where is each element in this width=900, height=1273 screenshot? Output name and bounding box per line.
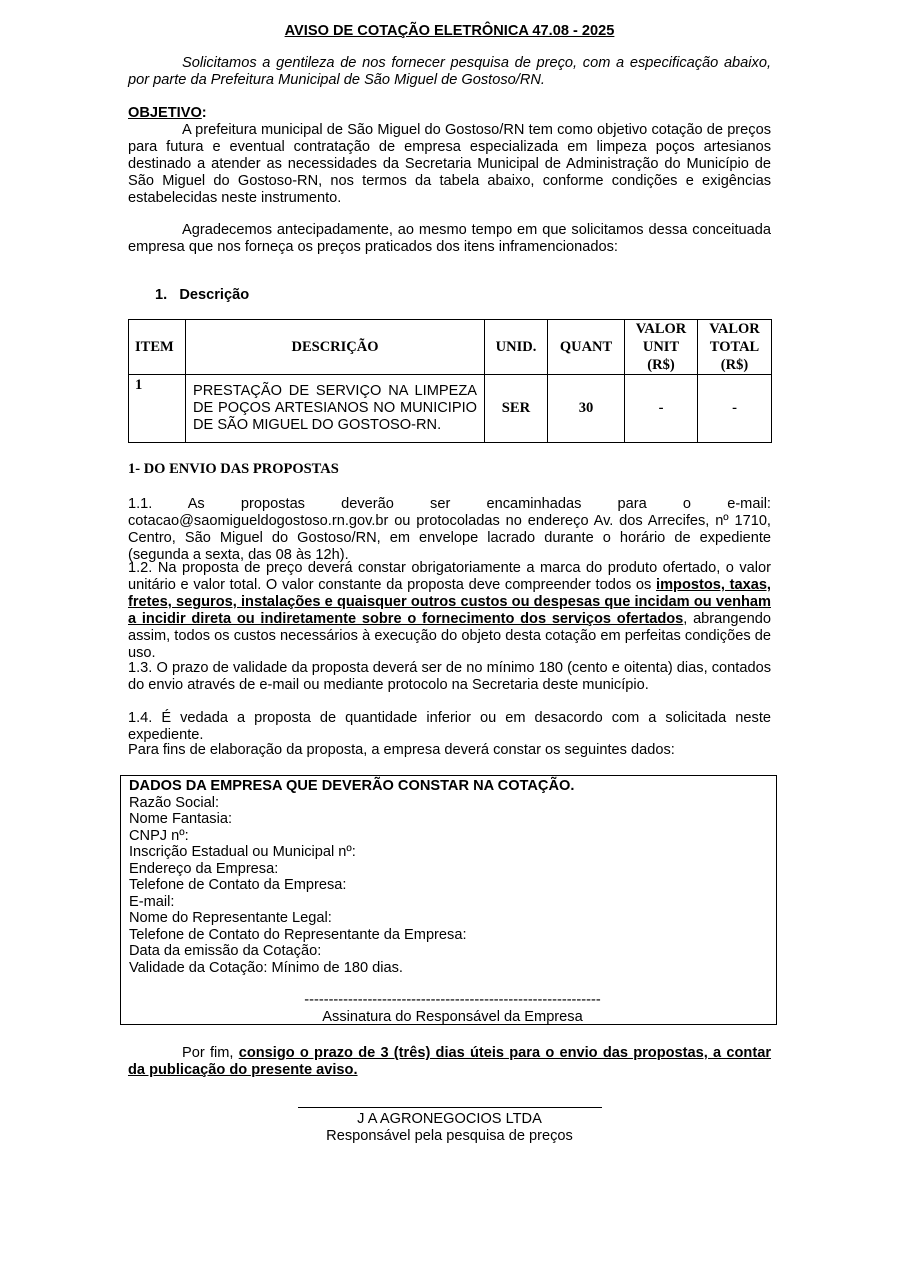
cell-unit-value: - [625, 375, 698, 443]
field-cnpj: CNPJ nº: [129, 827, 189, 844]
col-header-total-value: VALOR TOTAL (R$) [698, 320, 772, 375]
paragraph-1-1: 1.1. As propostas deverão ser encaminhadas para o e-mail: cotacao@saomigueldogostoso.rn.gov.br ou protocoladas no endereço Av. dos Arrecifes, nº 1710, Centro, São Miguel do Gostoso/RN, em envelope lacrado durante o horário de expediente (segunda a sexta, das 08 às 12h). [128, 496, 771, 563]
closing-emphasis: consigo o prazo de 3 (três) dias úteis para o envio das propostas, a contar da publicação do presente aviso [128, 1045, 772, 1078]
p12-emphasis: impostos, taxas, fretes, seguros, instalações e quaisquer outros custos ou despesas que incidam ou venham a incidir direta ou indiretamente sobre o fornecimento dos serviços ofertados [128, 577, 771, 627]
intro-paragraph: Solicitamos a gentileza de nos fornecer pesquisa de preço, com a especificação abaixo, por parte da Prefeitura Municipal de São Miguel de Gostoso/RN. [128, 55, 771, 88]
cell-quant: 30 [548, 375, 625, 443]
field-representante: Nome do Representante Legal: [129, 910, 332, 926]
para-fins: Para fins de elaboração da proposta, a empresa deverá constar os seguintes dados: [128, 742, 675, 758]
paragraph-1-4: 1.4. É vedada a proposta de quantidade inferior ou em desacordo com a solicitada neste expediente. [128, 710, 771, 743]
paragraph-1-3: 1.3. O prazo de validade da proposta deverá ser de no mínimo 180 (cento e oitenta) dias, contados do envio através de e-mail ou mediante protocolo na Secretaria deste município. [128, 660, 771, 693]
p12-text-c: , abrangendo assim, todos os custos necessários à execução do objeto desta cotação em perfeitas condições de uso. [128, 611, 771, 661]
col-header-quant: QUANT [548, 320, 625, 375]
field-email: E-mail: [129, 893, 175, 910]
field-endereco: Endereço da Empresa: [129, 860, 279, 877]
cell-item: 1 [129, 375, 186, 443]
col-header-description: DESCRIÇÃO [186, 320, 485, 375]
field-validade: Validade da Cotação: Mínimo de 180 dias. [129, 959, 403, 976]
col-header-unit-value: VALOR UNIT (R$) [625, 320, 698, 375]
closing-text-a: Por fim, [182, 1045, 239, 1061]
field-inscricao: Inscrição Estadual ou Municipal nº: [129, 844, 356, 860]
objective-paragraph: A prefeitura municipal de São Miguel do Gostoso/RN tem como objetivo cotação de preços para futura e eventual contratação de empresa especializada em limpeza poços artesianos destinado a atender as necessidades da Secretaria Municipal de Administração do Município de São Miguel do Gostoso-RN, nos termos da tabela abaixo, conforme condições e exigências estabelecidas neste instrumento. [128, 122, 771, 206]
field-razao-social: Razão Social: [129, 794, 220, 811]
closing-period: . [353, 1062, 358, 1078]
company-data-box [120, 775, 777, 1025]
objective-heading-text: OBJETIVO [128, 105, 202, 121]
cell-description: PRESTAÇÃO DE SERVIÇO NA LIMPEZA DE POÇOS ARTESIANOS NO MUNICIPIO DE SÃO MIGUEL DO GOSTOSO-RN. [186, 375, 485, 443]
col-header-item: ITEM [129, 320, 186, 375]
cell-total-value: - [698, 375, 772, 443]
section-title: Descrição [179, 287, 250, 303]
field-telefone: Telefone de Contato da Empresa: [129, 877, 347, 893]
closing-paragraph [128, 1045, 771, 1079]
objective-colon: : [201, 105, 207, 121]
field-data-emissao: Data da emissão da Cotação: [129, 943, 322, 959]
paragraph-1-2 [128, 560, 771, 662]
signature-dashes: ------------------------------------------------------------- [304, 992, 601, 1008]
document-title: AVISO DE COTAÇÃO ELETRÔNICA 47.08 - 2025 [284, 23, 615, 39]
signature-label: Assinatura do Responsável da Empresa [322, 1008, 583, 1025]
signer-line [298, 1107, 602, 1108]
section-heading [155, 287, 798, 304]
company-box-heading: DADOS DA EMPRESA QUE DEVERÃO CONSTAR NA COTAÇÃO. [129, 778, 575, 794]
envio-heading: 1- DO ENVIO DAS PROPOSTAS [128, 461, 339, 477]
col-header-unit: UNID. [485, 320, 548, 375]
thanks-paragraph: Agradecemos antecipadamente, ao mesmo tempo em que solicitamos dessa conceituada empresa que nos forneça os preços praticados dos itens inframencionados: [128, 222, 771, 255]
field-nome-fantasia: Nome Fantasia: [129, 811, 233, 827]
section-number: 1. [155, 287, 168, 303]
signer-role: Responsável pela pesquisa de preços [326, 1128, 573, 1144]
p12-text-a: 1.2. Na proposta de preço deverá constar obrigatoriamente a marca do produto ofertado, o valor unitário e valor total. O valor constante da proposta deve compreender todos os [128, 560, 771, 593]
cell-unit: SER [485, 375, 548, 443]
items-table [128, 319, 772, 443]
objective-heading [128, 105, 771, 122]
field-telefone-representante: Telefone de Contato do Representante da Empresa: [129, 926, 467, 943]
table-header-row [129, 320, 772, 375]
table-row [129, 375, 772, 443]
signer-name: J A AGRONEGOCIOS LTDA [357, 1111, 542, 1127]
